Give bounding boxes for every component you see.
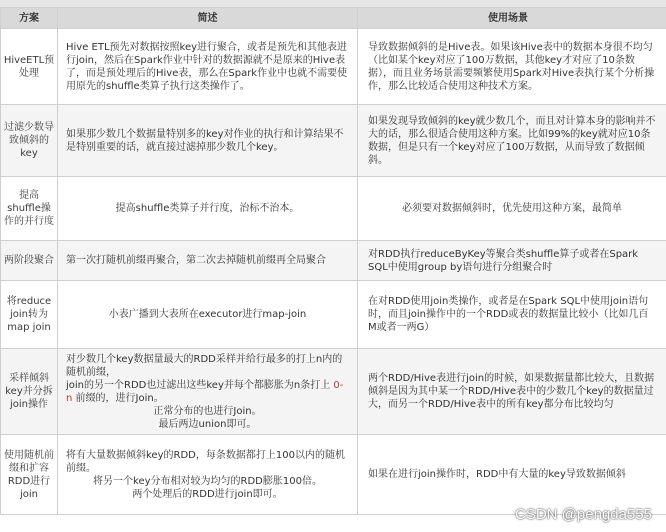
description-line: 将有大量数据倾斜key的RDD，每条数据都打上100以内的随机前缀。 [66, 449, 345, 474]
plan-cell: 两阶段聚合 [1, 241, 58, 281]
table-row [1, 241, 666, 281]
description-cell: 小表广播到大表所在executor进行map-join [58, 281, 358, 349]
table-row [1, 349, 666, 435]
description-line: 前缀的，进行Join。 [75, 392, 164, 404]
table-row [1, 177, 666, 241]
usage-cell: 两个RDD/Hive表进行join的时候，如果数据量都比较大，且数据倾斜是因为其中某一个RDD/Hive表中的少数几个key的数据量过大，而另一个RDD/Hive表中的所有key都分布比较均匀 [358, 349, 666, 435]
table-row [1, 281, 666, 349]
description-line: join的另一个RDD也过滤出这些key并每个都膨胀为n条打上 [66, 379, 331, 391]
description-cell: 提高shuffle类算子并行度，治标不治本。 [58, 177, 358, 241]
description-line: 正常分布的也进行Join。 [153, 405, 262, 417]
plan-cell: HiveETL预处理 [1, 29, 58, 105]
plan-cell: 过滤少数导致倾斜的key [1, 105, 58, 177]
plan-cell: 采样倾斜key并分拆join操作 [1, 349, 58, 435]
header-description: 简述 [58, 8, 358, 29]
range-highlight: 0-n [66, 379, 344, 404]
description-cell: 第一次打随机前缀再聚合，第二次去掉随机前缀再全局聚合 [58, 241, 358, 281]
usage-cell: 对RDD执行reduceByKey等聚合类shuffle算子或者在Spark SQL中使用group by语句进行分组聚合时 [358, 241, 666, 281]
cropped-title-strip [0, 0, 666, 7]
header-usage: 使用场景 [358, 8, 666, 29]
plan-cell: 使用随机前缀和扩容RDD进行join [1, 435, 58, 515]
description-line: 对少数几个key数据量最大的RDD采样并给行最多的打上n内的随机前缀， [66, 353, 343, 378]
usage-cell: 必须要对数据倾斜时，优先使用这种方案，最简单 [358, 177, 666, 241]
table-row [1, 105, 666, 177]
usage-cell: 如果发现导致倾斜的key就少数几个，而且对计算本身的影响并不大的话，那么很适合使用这种方案。比如99%的key就对应10条数据，但是只有一个key对应了100万数据，从而导致了数据倾斜。 [358, 105, 666, 177]
table-header-row [1, 8, 666, 29]
usage-cell: 在对RDD使用join类操作，或者是在Spark SQL中使用join语句时，而且join操作中的一个RDD或表的数据量比较小（比如几百M或者一两G） [358, 281, 666, 349]
header-plan: 方案 [1, 8, 58, 29]
table-row [1, 435, 666, 515]
plan-cell: 将reduce join转为map join [1, 281, 58, 349]
data-skew-solutions-table [0, 7, 666, 515]
usage-cell: 如果在进行join操作时，RDD中有大量的key导致数据倾斜 [358, 435, 666, 515]
description-cell: Hive ETL预先对数据按照key进行聚合，或者是预先和其他表进行join，然后在Spark作业中针对的数据源就不是原来的Hive表了，而是预处理后的Hive表，那么在Spark作业中也就不需要使用原先的shuffle类算子执行这类操作了。 [58, 29, 358, 105]
table-row [1, 29, 666, 105]
description-cell [58, 435, 358, 515]
description-line: 将另一个key分布相对较为均匀的RDD膨胀100倍。 [93, 475, 322, 487]
csdn-watermark: CSDN @pengda555 [515, 506, 652, 523]
description-line: 最后两边union即可。 [158, 418, 257, 430]
plan-cell: 提高shuffle操作的并行度 [1, 177, 58, 241]
description-cell: 如果那少数几个数据量特别多的key对作业的执行和计算结果不是特别重要的话，就直接过滤掉那少数几个key。 [58, 105, 358, 177]
description-line: 两个处理后的RDD进行join即可。 [132, 488, 283, 500]
description-cell [58, 349, 358, 435]
usage-cell: 导致数据倾斜的是Hive表。如果该Hive表中的数据本身很不均匀（比如某个key对应了100万数据，其他key才对应了10条数据），而且业务场景需要频繁使用Spark对Hive表执行某个分析操作，那么比较适合使用这种技术方案。 [358, 29, 666, 105]
